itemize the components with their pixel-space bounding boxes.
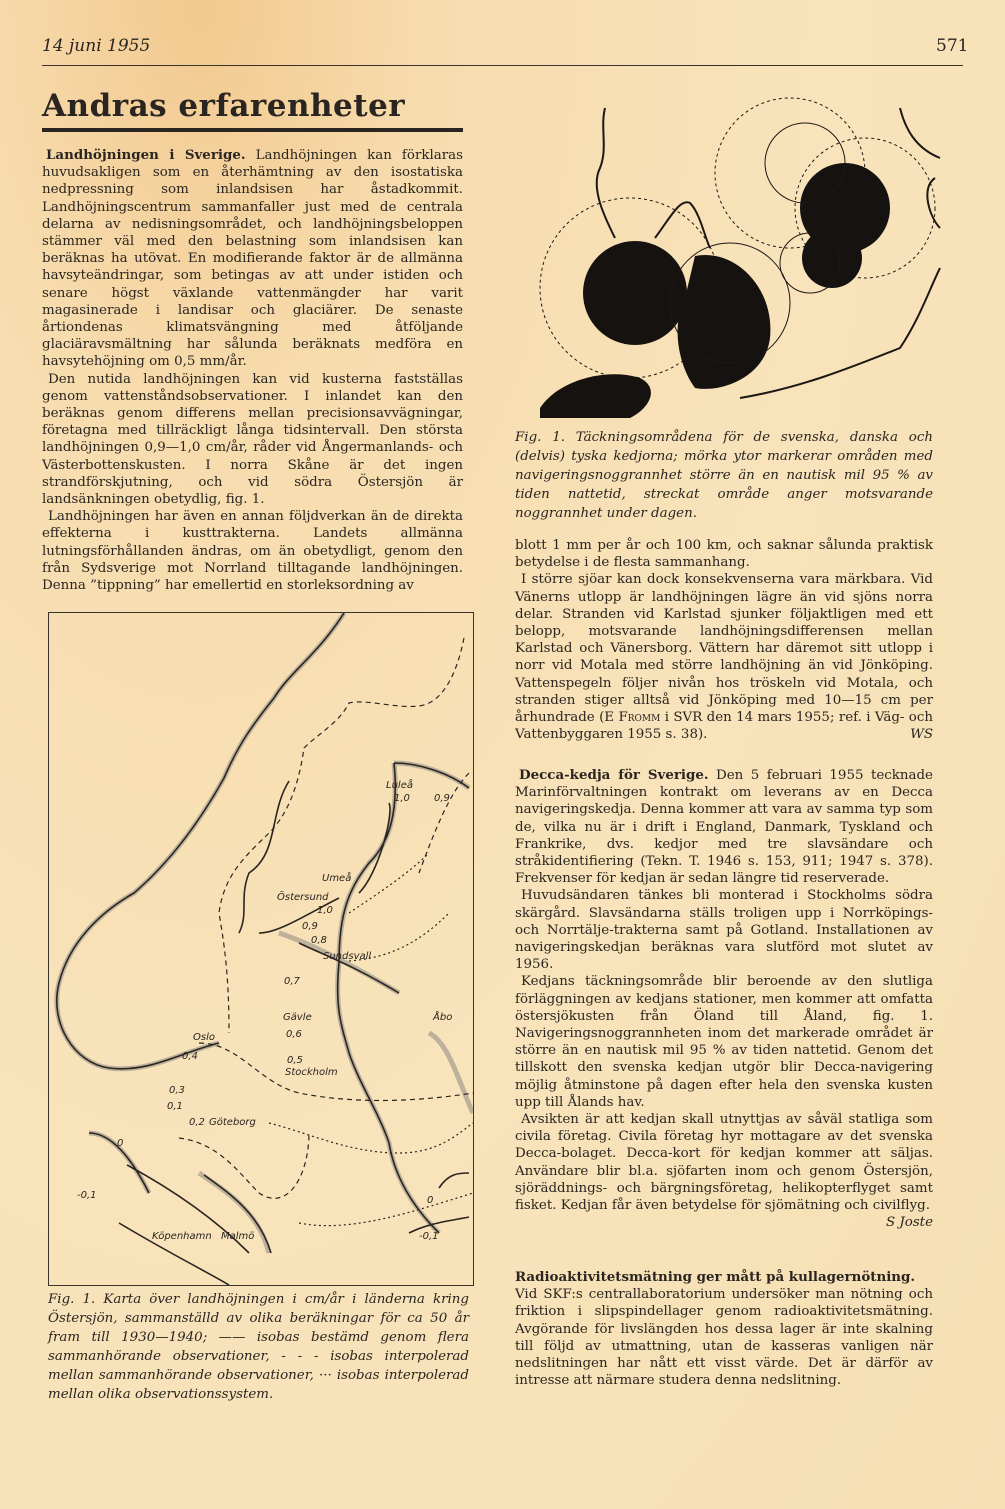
svg-text:Oslo: Oslo	[193, 1032, 215, 1043]
svg-text:1,0: 1,0	[317, 905, 333, 916]
svg-text:0,4: 0,4	[182, 1051, 198, 1062]
decca-coverage-figure	[520, 88, 960, 418]
map-figure-caption: Fig. 1. Karta över landhöjningen i cm/år i länderna kring Östersjön, sammanställd av olika beräkningar för ca 50 år fram till 1930—1940; —— isobas bestämd genom flera sammanhörande observationer, - - - isobas interpolerad mellan sammanhörande observationer, ··· isobas interpolerad mellan olika observationssystem.	[48, 1292, 469, 1402]
svg-text:-0,1: -0,1	[419, 1231, 439, 1242]
svg-text:0,3: 0,3	[169, 1085, 185, 1096]
svg-text:0: 0	[117, 1138, 124, 1149]
article-heading-line	[515, 1269, 933, 1286]
svg-text:0,9: 0,9	[302, 921, 318, 932]
decca-figure-caption: Fig. 1. Täckningsområdena för de svenska, danska och (delvis) tyska kedjorna; mörka ytor markerar områden med navigeringsnoggrannhet större än en nautisk mil 95 % av tiden nattetid, streckat område anger motsvarande noggrannhet under dagen.	[515, 430, 933, 521]
svg-text:0,6: 0,6	[286, 1029, 302, 1040]
article-heading: Landhöjningen i Sverige.	[46, 147, 246, 163]
header-rule	[42, 65, 963, 66]
svg-text:Göteborg: Göteborg	[209, 1117, 256, 1128]
section-title: Andras erfarenheter	[42, 88, 406, 124]
author-signature: S Joste	[885, 1215, 933, 1231]
article-decca-kedja	[515, 767, 933, 1231]
svg-text:Umeå: Umeå	[322, 873, 352, 884]
article-heading: Decca-kedja för Sverige.	[519, 767, 709, 783]
paragraph: I större sjöar kan dock konsekvenserna vara märkbara. Vid Vänerns utlopp är landhöjningen lägre än vid sjöns norra delar. Stranden vid Karlstad sjunker följaktligen med ett belopp, motsvarande landhöjningsdifferensen mellan Karlstad och Vänersborg. Vättern har däremot sitt utlopp i norr vid Motala med större landhöjning än vid Jönköping. Vattenspegeln följer nivån hos tröskeln vid Motala, och stranden stiger alltså vid Jönköping med 10—15 cm per århundrade (E Fromm i SVR den 14 mars 1955; ref. i Väg- och Vattenbyggaren 1955 s. 38). WS	[515, 572, 933, 743]
svg-text:-0,1: -0,1	[77, 1190, 97, 1201]
page-number: 571	[936, 36, 969, 56]
svg-text:0: 0	[427, 1195, 434, 1206]
svg-text:Gävle: Gävle	[283, 1012, 312, 1023]
running-header-date: 14 juni 1955	[42, 36, 151, 56]
article-heading: Radioaktivitetsmätning ger mått på kullagernötning.	[515, 1269, 916, 1285]
svg-text:Åbo: Åbo	[433, 1012, 453, 1023]
author-signature: WS	[910, 727, 933, 743]
paragraph: Landhöjningen i Sverige. Landhöjningen kan förklaras huvudsakligen som en återhämtning av den isostatiska nedpressning som inlandsisen har åstadkommit. Landhöjningscentrum sammanfaller just med de centrala delarna av nedisningsområdet, och landhöjningsbeloppen stämmer väl med den belastning som inlandsisen kan beräknas ha utövat. En modifierande faktor är de allmänna havsyteändringar, som betingas av att under istiden och senare högst växlande vattenmängder har varit magasinerade i landisar och glaciärer. De senaste årtiondenas klimatsvängning med åtföljande glaciäravsmältning har sålunda beräknats medföra en havsytehöjning om 0,5 mm/år.	[42, 147, 463, 370]
paragraph: Decca-kedja för Sverige. Den 5 februari 1955 tecknade Marinförvaltningen kontrakt om leverans av en Decca navigeringskedja. Denna kommer att vara av samma typ som de, vilka nu är i drift i England, Danmark, Tyskland och Frankrike, dvs. kedjor med tre slavsändare och stråkidentifiering (Tekn. T. 1946 s. 153, 911; 1947 s. 378). Frekvenser för kedjan är sedan längre tid reserverade.	[515, 767, 933, 887]
article-radioaktivitet	[515, 1269, 933, 1389]
svg-text:Malmö: Malmö	[221, 1231, 255, 1242]
svg-text:0,8: 0,8	[311, 935, 327, 946]
paragraph: Huvudsändaren tänkes bli monterad i Stockholms södra skärgård. Slavsändarna ställs troligen upp i Norrköpings- och Norrtälje-trakterna samt på Gotland. Installationen av navigeringskedjan beräknas vara slutförd mot slutet av 1956.	[515, 888, 933, 973]
article-landhojning-continued	[515, 537, 933, 743]
paragraph: blott 1 mm per år och 100 km, och saknar sålunda praktisk betydelse i de flesta sammanhang.	[515, 538, 933, 571]
paragraph: Vid SKF:s centrallaboratorium undersöker man nötning och friktion i slipspindellager genom radioaktivitetsmätning. Avgörande för livslängden hos dessa lager är inte skalning till följd av utmattning, utan de kasseras vanligen när nedslitningen har nått ett visst värde. Det är därför av intresse att närmare studera denna nedslitning.	[515, 1287, 933, 1389]
paragraph: Landhöjningen har även en annan följdverkan än de direkta effekterna i kusttrakterna. Landets allmänna lutningsförhållanden ändras, om än obetydligt, genom den från Sydsverige mot Norrland tilltagande landhöjningen. Denna ”tippning” har emellertid en storleksordning av	[42, 509, 463, 594]
svg-text:Sundsvall: Sundsvall	[323, 951, 372, 962]
title-rule	[42, 128, 463, 132]
svg-text:Köpenhamn: Köpenhamn	[152, 1231, 212, 1242]
land-uplift-map	[48, 612, 474, 1286]
svg-text:Stockholm: Stockholm	[285, 1067, 338, 1078]
paragraph: Avsikten är att kedjan skall utnyttjas av såväl statliga som civila företag. Civila företag hyr mottagare av det svenska Decca-bolaget. Decca-kort för kedjan kommer att säljas. Användare blir bl.a. sjöfarten inom och genom Östersjön, sjöräddnings- och bärgningsföretag, helikopterflyget samt fisket. Kedjan får även betydelse för sjömätning och civilflyg. S Joste	[515, 1112, 933, 1231]
svg-text:0,2: 0,2	[189, 1117, 205, 1128]
decca-coverage-graphic	[520, 88, 960, 418]
svg-text:0,1: 0,1	[167, 1101, 183, 1112]
svg-text:0,9: 0,9	[434, 793, 450, 804]
svg-text:0,5: 0,5	[287, 1055, 303, 1066]
paragraph: Kedjans täckningsområde blir beroende av den slutliga förläggningen av kedjans stationer, men kommer att omfatta östersjökusten från Öland till Åland, fig. 1. Navigeringsnoggrannheten inom det markerade området är större än en nautisk mil 95 % av tiden nattetid. Genom det tillskott den svenska kedjan utgör blir Decca-navigering möjlig åtminstone på dagen efter hela den svenska kusten upp till Ålands hav.	[515, 974, 933, 1110]
svg-text:Luleå: Luleå	[386, 780, 413, 791]
reference-author: Fromm	[618, 710, 661, 726]
article-landhojning	[42, 147, 463, 594]
svg-text:Östersund: Östersund	[277, 892, 329, 903]
paragraph: Den nutida landhöjningen kan vid kusterna fastställas genom vattenståndsobservationer. I inlandet kan den beräknas genom differens mellan precisionsavvägningar, företagna med tillräckligt långa tidsintervall. Den största landhöjningen 0,9—1,0 cm/år, råder vid Ångermanlands- och Västerbottenskusten. I norra Skåne är det ingen strandförskjutning, och vid södra Östersjön är landsänkningen obetydlig, fig. 1.	[42, 371, 463, 508]
svg-text:1,0: 1,0	[394, 793, 410, 804]
svg-text:0,7: 0,7	[284, 976, 300, 987]
map-graphic	[49, 613, 473, 1285]
